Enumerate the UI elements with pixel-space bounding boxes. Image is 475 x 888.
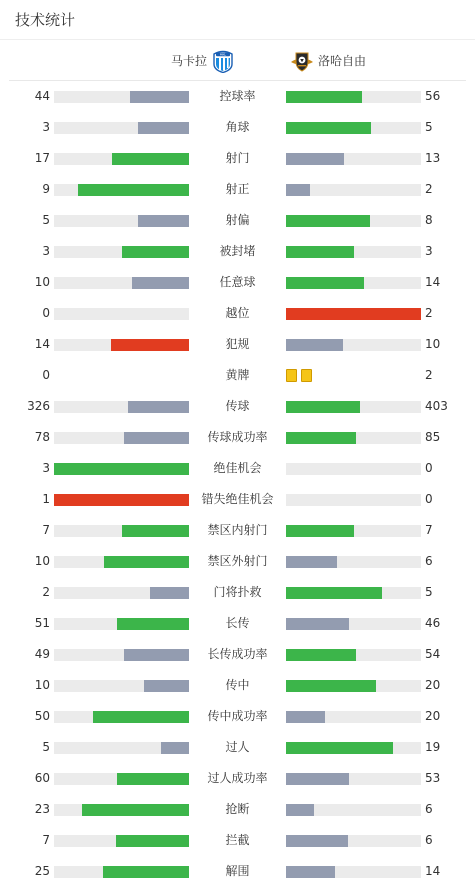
home-stat-bar-fill <box>138 215 189 227</box>
away-stat-bar-track <box>286 463 421 475</box>
home-stat-value: 7 <box>42 523 50 537</box>
home-stat-bar-fill <box>150 587 189 599</box>
page-title: 技术统计 <box>15 11 76 29</box>
stat-row <box>0 391 475 422</box>
away-stat-bar-track <box>286 866 421 878</box>
home-stat-bar-fill <box>103 866 189 878</box>
stat-label: 射正 <box>225 182 250 196</box>
stat-label: 禁区外射门 <box>207 554 268 568</box>
home-stat-value: 5 <box>42 213 50 227</box>
away-cards <box>286 369 312 382</box>
stat-row <box>0 701 475 732</box>
away-stat-bar-track <box>286 91 421 103</box>
stat-row <box>0 236 475 267</box>
away-stat-bar-fill <box>286 525 354 537</box>
away-stat-value: 403 <box>425 399 448 413</box>
home-stat-value: 3 <box>42 461 50 475</box>
stat-label: 任意球 <box>219 275 256 289</box>
stat-row <box>0 856 475 887</box>
away-stat-value: 6 <box>425 802 433 816</box>
stat-row <box>0 112 475 143</box>
away-stat-bar-track <box>286 804 421 816</box>
stat-label: 过人 <box>225 740 250 754</box>
away-stat-value: 53 <box>425 771 441 785</box>
home-stat-bar-track <box>54 246 189 258</box>
home-stat-value: 5 <box>42 740 50 754</box>
away-stat-bar-track <box>286 525 421 537</box>
away-stat-bar-track <box>286 680 421 692</box>
away-stat-value: 0 <box>425 492 433 506</box>
home-stat-value: 9 <box>42 182 50 196</box>
away-stat-bar-fill <box>286 339 343 351</box>
stat-row <box>0 577 475 608</box>
home-stat-bar-fill <box>54 494 189 506</box>
home-stat-bar-track <box>54 773 189 785</box>
away-stat-bar-track <box>286 618 421 630</box>
stat-row <box>0 639 475 670</box>
home-team-name: 马卡拉 <box>170 54 207 68</box>
home-stat-bar-track <box>54 401 189 413</box>
home-stat-bar-track <box>54 277 189 289</box>
home-stat-value: 7 <box>42 833 50 847</box>
home-stat-value: 44 <box>34 89 50 103</box>
away-team-name: 洛哈自由 <box>318 54 367 68</box>
home-stat-value: 3 <box>42 120 50 134</box>
away-stat-value: 10 <box>425 337 441 351</box>
home-stat-bar-track <box>54 804 189 816</box>
stat-label: 传球 <box>225 399 250 413</box>
away-stat-bar-fill <box>286 246 354 258</box>
home-stat-bar-track <box>54 463 189 475</box>
home-stat-bar-track <box>54 525 189 537</box>
stat-label: 错失绝佳机会 <box>201 492 274 506</box>
away-team[interactable] <box>290 40 366 81</box>
home-stat-bar-track <box>54 339 189 351</box>
away-stat-value: 85 <box>425 430 441 444</box>
home-stat-bar-track <box>54 215 189 227</box>
stat-row <box>0 546 475 577</box>
home-stat-bar-track <box>54 153 189 165</box>
stat-label: 越位 <box>225 306 250 320</box>
away-stat-value: 14 <box>425 275 441 289</box>
away-stat-bar-fill <box>286 91 362 103</box>
away-stat-value: 8 <box>425 213 433 227</box>
home-stat-bar-track <box>54 556 189 568</box>
home-stat-bar-track <box>54 432 189 444</box>
stat-row <box>0 205 475 236</box>
away-stat-bar-fill <box>286 711 325 723</box>
home-stat-bar-fill <box>144 680 189 692</box>
home-stat-value: 10 <box>34 275 50 289</box>
stat-label: 禁区内射门 <box>207 523 268 537</box>
away-stat-bar-track <box>286 153 421 165</box>
home-stat-value: 2 <box>42 585 50 599</box>
stat-row <box>0 298 475 329</box>
home-stat-bar-fill <box>128 401 189 413</box>
home-stat-bar-fill <box>112 153 189 165</box>
stat-label: 被封堵 <box>219 244 256 258</box>
home-stat-bar-fill <box>124 432 189 444</box>
stat-label: 传中成功率 <box>207 709 268 723</box>
home-stat-value: 50 <box>34 709 50 723</box>
away-stat-bar-track <box>286 773 421 785</box>
home-stat-value: 17 <box>34 151 50 165</box>
home-stat-value: 49 <box>34 647 50 661</box>
away-stat-bar-track <box>286 246 421 258</box>
stat-label: 拦截 <box>225 833 250 847</box>
away-stat-value: 20 <box>425 678 441 692</box>
home-stat-value: 3 <box>42 244 50 258</box>
home-stat-bar-track <box>54 711 189 723</box>
away-stat-bar-fill <box>286 742 393 754</box>
away-stat-bar-track <box>286 556 421 568</box>
stat-label: 角球 <box>225 120 250 134</box>
stat-label: 抢断 <box>225 802 250 816</box>
home-stat-value: 0 <box>42 368 50 382</box>
home-stat-bar-track <box>54 866 189 878</box>
away-stat-bar-fill <box>286 277 364 289</box>
away-stat-bar-fill <box>286 618 349 630</box>
away-stat-bar-track <box>286 184 421 196</box>
yellow-card-icon <box>301 369 312 382</box>
away-stat-value: 3 <box>425 244 433 258</box>
home-stat-bar-track <box>54 835 189 847</box>
stat-row <box>0 81 475 112</box>
away-stat-value: 6 <box>425 554 433 568</box>
stat-label: 解围 <box>225 864 250 878</box>
home-stat-bar-fill <box>122 246 190 258</box>
away-stat-bar-fill <box>286 804 314 816</box>
yellow-card-icon <box>286 369 297 382</box>
home-team[interactable] <box>171 40 235 81</box>
home-stat-bar-fill <box>130 91 189 103</box>
home-stat-value: 326 <box>27 399 50 413</box>
away-stat-bar-track <box>286 215 421 227</box>
stat-row <box>0 174 475 205</box>
away-stat-bar-fill <box>286 680 376 692</box>
home-stat-bar-fill <box>124 649 189 661</box>
away-stat-value: 2 <box>425 306 433 320</box>
home-stat-bar-fill <box>111 339 189 351</box>
home-stat-bar-track <box>54 91 189 103</box>
home-stat-bar-fill <box>82 804 189 816</box>
stat-label: 控球率 <box>219 89 256 103</box>
away-stat-bar-fill <box>286 866 335 878</box>
stat-row <box>0 825 475 856</box>
away-stat-bar-fill <box>286 587 382 599</box>
away-stat-value: 5 <box>425 585 433 599</box>
home-stat-bar-fill <box>104 556 189 568</box>
away-stat-bar-fill <box>286 122 371 134</box>
away-stat-bar-track <box>286 742 421 754</box>
away-stat-bar-fill <box>286 432 356 444</box>
stat-row <box>0 732 475 763</box>
away-stat-value: 56 <box>425 89 441 103</box>
away-stat-bar-fill <box>286 401 360 413</box>
away-stat-bar-track <box>286 711 421 723</box>
home-stat-value: 10 <box>34 678 50 692</box>
home-stat-bar-fill <box>161 742 189 754</box>
stat-row <box>0 794 475 825</box>
home-stat-value: 60 <box>34 771 50 785</box>
stat-row <box>0 484 475 515</box>
stat-label: 传球成功率 <box>207 430 268 444</box>
stat-label: 长传 <box>225 616 250 630</box>
away-stat-value: 2 <box>425 368 433 382</box>
stat-row <box>0 143 475 174</box>
away-stat-bar-track <box>286 649 421 661</box>
away-stat-value: 20 <box>425 709 441 723</box>
stats-header <box>0 0 475 40</box>
stat-row <box>0 422 475 453</box>
away-stat-bar-track <box>286 494 421 506</box>
away-stat-value: 54 <box>425 647 441 661</box>
away-stat-bar-fill <box>286 308 421 320</box>
home-stat-bar-fill <box>117 773 189 785</box>
away-stat-bar-track <box>286 587 421 599</box>
away-stat-bar-track <box>286 835 421 847</box>
stat-label: 黄牌 <box>225 368 250 382</box>
home-stat-value: 78 <box>34 430 50 444</box>
away-stat-value: 7 <box>425 523 433 537</box>
away-stat-bar-fill <box>286 556 337 568</box>
stat-row <box>0 360 475 391</box>
away-stat-bar-track <box>286 339 421 351</box>
away-stat-bar-fill <box>286 153 344 165</box>
stat-label: 绝佳机会 <box>213 461 262 475</box>
away-stat-value: 19 <box>425 740 441 754</box>
home-stat-value: 10 <box>34 554 50 568</box>
stat-row <box>0 515 475 546</box>
away-stat-value: 14 <box>425 864 441 878</box>
away-stat-bar-track <box>286 277 421 289</box>
stat-row <box>0 763 475 794</box>
home-stat-bar-track <box>54 742 189 754</box>
away-stat-bar-track <box>286 432 421 444</box>
away-stat-bar-track <box>286 401 421 413</box>
stat-label: 长传成功率 <box>207 647 268 661</box>
stat-label: 门将扑救 <box>213 585 262 599</box>
away-stat-bar-fill <box>286 835 348 847</box>
stat-label: 过人成功率 <box>207 771 268 785</box>
away-stat-value: 46 <box>425 616 441 630</box>
home-stat-value: 0 <box>42 306 50 320</box>
stats-list <box>0 81 475 887</box>
away-stat-bar-fill <box>286 184 310 196</box>
away-stat-value: 0 <box>425 461 433 475</box>
home-stat-bar-track <box>54 308 189 320</box>
home-stat-value: 25 <box>34 864 50 878</box>
stat-label: 犯规 <box>225 337 250 351</box>
makala-crest-icon <box>211 49 235 73</box>
home-stat-bar-fill <box>122 525 190 537</box>
stat-row <box>0 608 475 639</box>
stat-label: 传中 <box>225 678 250 692</box>
home-stat-value: 14 <box>34 337 50 351</box>
home-stat-value: 23 <box>34 802 50 816</box>
home-stat-bar-track <box>54 184 189 196</box>
away-stat-bar-track <box>286 122 421 134</box>
home-stat-bar-fill <box>138 122 189 134</box>
svg-text:MKL: MKL <box>219 52 227 56</box>
stat-label: 射门 <box>225 151 250 165</box>
home-stat-bar-track <box>54 649 189 661</box>
home-stat-value: 51 <box>34 616 50 630</box>
home-stat-bar-track <box>54 587 189 599</box>
home-stat-value: 1 <box>42 492 50 506</box>
teams-row <box>9 40 466 81</box>
home-stat-bar-fill <box>54 463 189 475</box>
home-stat-bar-fill <box>116 835 189 847</box>
home-stat-bar-track <box>54 122 189 134</box>
lokoja-crest-icon <box>290 49 314 73</box>
stat-row <box>0 670 475 701</box>
stat-row <box>0 267 475 298</box>
away-stat-bar-fill <box>286 649 356 661</box>
home-stat-bar-fill <box>132 277 189 289</box>
stat-label: 射偏 <box>225 213 250 227</box>
stat-row <box>0 329 475 360</box>
home-stat-bar-fill <box>117 618 189 630</box>
away-stat-value: 6 <box>425 833 433 847</box>
away-stat-value: 13 <box>425 151 441 165</box>
away-stat-bar-track <box>286 308 421 320</box>
home-stat-bar-track <box>54 618 189 630</box>
home-stat-bar-track <box>54 680 189 692</box>
away-stat-bar-fill <box>286 215 370 227</box>
away-stat-value: 5 <box>425 120 433 134</box>
away-stat-value: 2 <box>425 182 433 196</box>
stat-row <box>0 453 475 484</box>
home-stat-bar-track <box>54 494 189 506</box>
away-stat-bar-fill <box>286 773 349 785</box>
home-stat-bar-fill <box>78 184 189 196</box>
home-stat-bar-fill <box>93 711 189 723</box>
